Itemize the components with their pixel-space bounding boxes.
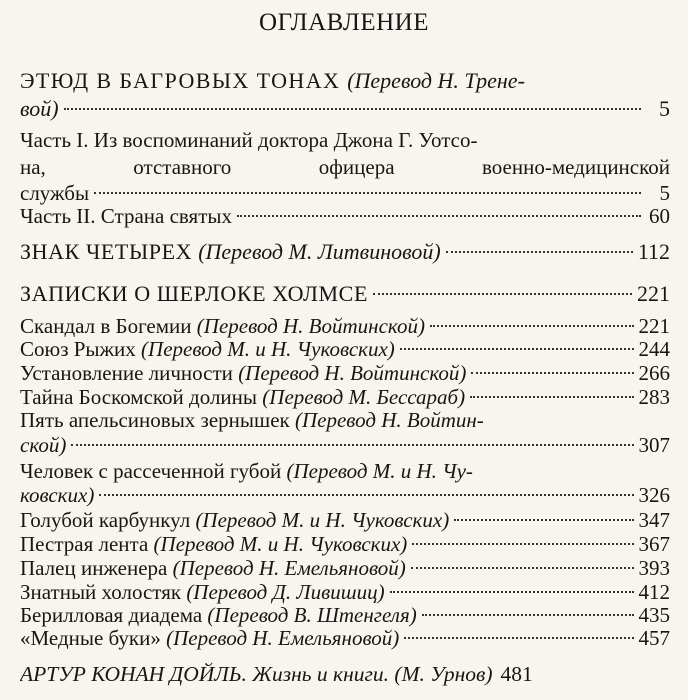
leader-dots — [71, 444, 633, 446]
toc-entry-sherlock-notes — [20, 280, 670, 308]
part-title-continuation: на, отставного офицера военно-медицинской — [20, 155, 670, 179]
story-entry-orange-pips-line-2 — [20, 431, 670, 459]
leader-dots — [471, 372, 633, 374]
page-number: 393 — [638, 556, 670, 580]
story-title: Скандал в Богемии — [20, 314, 197, 338]
part-title: Часть II. Страна святых — [20, 204, 232, 228]
story-text — [20, 624, 399, 652]
page-number: 60 — [649, 204, 670, 228]
page-number: 347 — [638, 508, 670, 532]
leader-dots — [373, 293, 632, 295]
toc-entry-part-1-line-1 — [20, 126, 670, 154]
translator-note: (Перевод Н. Емельяновой) — [166, 626, 400, 650]
translator-note: (Перевод Н. Войтин- — [294, 408, 484, 432]
translator-note-continuation: ковских) — [20, 483, 95, 507]
translator-note: (Перевод Н. Трене- — [347, 68, 525, 93]
toc-entry-sign-of-four — [20, 238, 670, 266]
story-title: Берилловая диадема — [20, 603, 208, 627]
toc-entry-part-1-line-2 — [20, 153, 670, 181]
page-number: 457 — [638, 626, 670, 650]
page-number: 412 — [638, 580, 670, 604]
story-entry-twisted-lip-line-2 — [20, 481, 670, 509]
story-title: Знатный холостяк — [20, 580, 187, 604]
story-title: Установление личности — [20, 361, 239, 385]
work-title: ЗНАК ЧЕТЫРЕХ — [20, 239, 199, 264]
translator-note: (Перевод М. и Н. Чуковских) — [141, 337, 395, 361]
story-title: Пестрая лента — [20, 532, 154, 556]
toc-entry-etude-line-2 — [20, 95, 670, 123]
translator-note: (Перевод М. и Н. Чу- — [286, 459, 473, 483]
translator-note: (Перевод Н. Емельяновой) — [172, 556, 406, 580]
page-number: 244 — [638, 337, 670, 361]
translator-note: (Перевод М. и Н. Чуковских) — [153, 532, 408, 556]
leader-dots — [400, 348, 634, 350]
page-number: 221 — [637, 281, 670, 306]
story-text — [20, 406, 484, 434]
story-title: Голубой карбункул — [20, 508, 196, 532]
translator-note: (Перевод М. Бессараб) — [262, 385, 466, 409]
leader-dots — [454, 519, 633, 521]
leader-dots — [470, 396, 633, 398]
work-title: ЗАПИСКИ О ШЕРЛОКЕ ХОЛМСЕ — [20, 281, 368, 306]
leader-dots — [404, 637, 633, 639]
part-title-continuation: службы — [20, 181, 90, 205]
biography-title: АРТУР КОНАН ДОЙЛЬ. Жизнь и книги. (М. Урнов) — [20, 662, 493, 686]
story-entry-orange-pips-line-1 — [20, 406, 670, 434]
leader-dots — [99, 494, 633, 496]
story-title: Пять апельсиновых зернышек — [20, 408, 295, 432]
page-number: 435 — [638, 603, 670, 627]
story-title: Союз Рыжих — [20, 337, 142, 361]
page-number: 283 — [638, 385, 670, 409]
story-title: Человек с рассеченной губой — [20, 459, 287, 483]
translator-note-continuation: вой) — [20, 96, 59, 121]
page-number: 5 — [659, 96, 670, 121]
leader-dots — [412, 543, 633, 545]
translator-note-continuation: ской) — [20, 433, 67, 457]
leader-dots — [411, 567, 634, 569]
page-number: 326 — [638, 483, 670, 507]
translator-note: (Перевод М. Литвиновой) — [198, 239, 441, 264]
leader-dots — [390, 591, 634, 593]
page-number: 266 — [638, 361, 670, 385]
translator-note: (Перевод М. и Н. Чуковских) — [195, 508, 450, 532]
leader-dots — [446, 251, 633, 253]
story-entry-copper-beeches — [20, 624, 670, 652]
toc-entry-text — [20, 238, 441, 266]
page-number: 112 — [637, 239, 670, 264]
story-title: Тайна Боскомской долины — [20, 385, 263, 409]
page-number: 307 — [638, 433, 670, 457]
leader-dots — [422, 614, 634, 616]
translator-note: (Перевод Н. Войтинской) — [196, 314, 425, 338]
page-number: 5 — [659, 181, 670, 205]
toc-entry-etude-line-1 — [20, 67, 670, 95]
part-title: Часть I. Из воспоминаний доктора Джона Г. Уотсо- — [20, 128, 478, 152]
leader-dots — [237, 215, 641, 217]
translator-note: (Перевод Н. Войтинской) — [238, 361, 467, 385]
page-number: 221 — [638, 314, 670, 338]
leader-dots — [94, 192, 641, 194]
page-title: ОГЛАВЛЕНИЕ — [259, 9, 429, 36]
leader-dots — [64, 108, 641, 110]
leader-dots — [430, 325, 634, 327]
toc-entry-biography — [20, 660, 670, 688]
toc-entry-part-2 — [20, 202, 670, 230]
work-title: ЭТЮД В БАГРОВЫХ ТОНАХ — [20, 68, 348, 93]
page-number: 481 — [500, 662, 533, 686]
toc-entry-text — [20, 67, 525, 95]
translator-note: (Перевод В. Штенгеля) — [207, 603, 417, 627]
translator-note: (Перевод Д. Ливишиц) — [186, 580, 385, 604]
story-title: Палец инженера — [20, 556, 173, 580]
page-number: 367 — [638, 532, 670, 556]
story-title: «Медные буки» — [20, 626, 167, 650]
